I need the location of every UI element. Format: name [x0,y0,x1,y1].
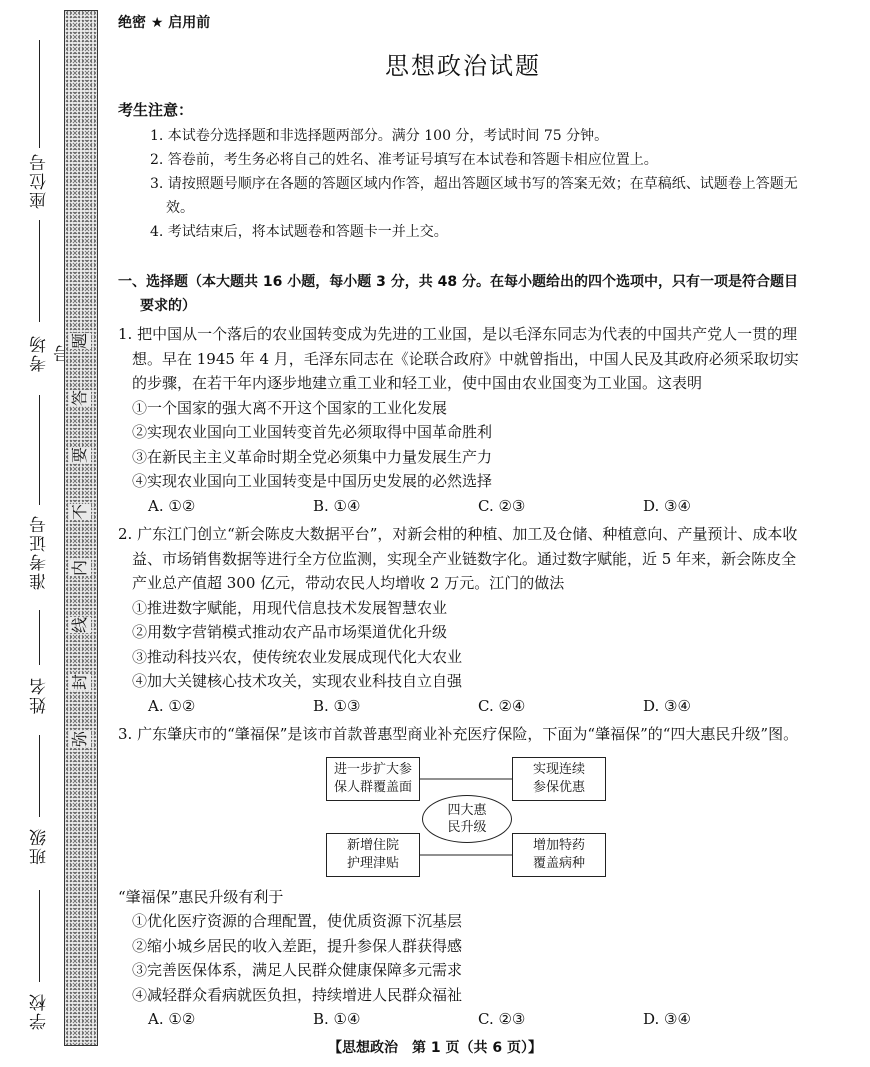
choice-b: B. ①③ [313,696,361,715]
notice-item: 4. 考试结束后，将本试题卷和答题卡一并上交。 [150,224,448,240]
page-footer: 【思想政治 第 1 页（共 6 页）】 [328,1040,542,1056]
choice-d: D. ③④ [643,696,691,715]
answer-choices [118,694,808,719]
seal-char: 答 [69,389,89,406]
notice-item: 3. 请按照题号顺序在各题的答题区域内作答，超出答题区域书写的答案无效；在草稿纸、试题卷上答题无效。 [150,176,798,216]
class-field: 班级 [22,735,58,875]
choice-c: C. ②③ [478,1010,526,1028]
choice-a: A. ①② [148,696,196,715]
diagram-box-bottom-right: 增加特药 覆盖病种 [512,833,606,877]
seal-char: 题 [69,332,89,350]
diagram-box-top-right: 实现连续 参保优惠 [512,757,606,801]
statement-option: ③推动科技兴农，使传统农业发展成现代化大农业 [132,647,463,666]
seal-char: 要 [69,446,89,463]
statement-option: ①一个国家的强大离不开这个国家的工业化发展 [132,398,448,417]
diagram-center-ellipse: 四大惠 民升级 [422,795,512,843]
choice-c: C. ②③ [478,496,526,515]
question-stem: 2. 广东江门创立“新会陈皮大数据平台”，对新会柑的种植、加工及仓储、种植意向、产量预计、成本收益、市场销售数据等进行全方位监测，实现全产业链数字化。通过数字赋能，近 5 年来，新会陈皮全产业总产值超 300 亿元，带动农民人均增收 2 万元。江门的做法 [118,525,798,592]
notice-heading: 考生注意： [118,101,194,119]
admission-number-field: 准考证号 [22,395,58,595]
binding-margin [0,0,62,1067]
statement-option: ②用数字营销模式推动农产品市场渠道优化升级 [132,623,448,641]
choice-b: B. ①④ [313,1010,361,1028]
diagram-box-top-left: 进一步扩大参 保人群覆盖面 [326,757,420,801]
seal-char: 线 [69,617,89,634]
exam-room-field: 考场 [22,220,58,380]
statement-option: ②缩小城乡居民的收入差距，提升参保人群获得感 [132,936,463,955]
choice-c: C. ②④ [478,696,526,715]
seal-line-text [68,330,92,750]
diagram-box-bottom-left: 新增住院 护理津贴 [326,833,420,877]
answer-choices [118,1007,808,1032]
exam-page [118,10,808,1034]
school-field: 学校 [22,890,58,1040]
choice-a: A. ①② [148,496,196,515]
notice-list [118,124,808,244]
statement-option: ②实现农业国向工业国转变首先必须取得中国革命胜利 [132,423,493,441]
statement-option: ④加大关键核心技术攻关，实现农业科技自立自强 [132,672,463,690]
statement-option: ④实现农业国向工业国转变是中国历史发展的必然选择 [132,472,493,490]
choice-d: D. ③④ [643,1010,691,1028]
question-stem: 3. 广东肇庆市的“肇福保”是该市首款普惠型商业补充医疗保险，下面为“肇福保”的“四大惠民升级”图。 [118,725,799,743]
seal-char: 封 [69,674,89,691]
choice-d: D. ③④ [643,496,691,515]
statement-option: ④减轻群众看病就医负担，持续增进人民群众福祉 [132,985,463,1004]
name-field: 姓名 [22,610,58,720]
choice-a: A. ①② [148,1010,196,1028]
choice-b: B. ①④ [313,496,361,515]
question-3 [118,722,808,1032]
section-heading: 一、选择题（本大题共 16 小题，每小题 3 分，共 48 分。在每小题给出的四个选项中，只有一项是符合题目要求的） [118,274,798,314]
statement-option: ③完善医保体系，满足人民群众健康保障多元需求 [132,961,463,979]
notice-item: 1. 本试卷分选择题和非选择题两部分。满分 100 分，考试时间 75 分钟。 [150,128,609,144]
benefit-upgrade-diagram [326,757,606,877]
question-1 [118,322,808,518]
answer-choices [118,494,808,519]
confidential-mark: 绝密 ★ 启用前 [118,15,211,31]
seal-char: 内 [69,560,89,577]
question-stem: 1. 把中国从一个落后的农业国转变成为先进的工业国，是以毛泽东同志为代表的中国共产党人一贯的理想。早在 1945 年 4 月，毛泽东同志在《论联合政府》中就曾指出，中国人民及其政府必须采取切实的步骤，在若干年内逐步地建立重工业和轻工业，使中国由农业国变为工业国。这表明 [118,325,799,392]
seat-number-field: 座位号 [22,40,58,210]
question-lead: “肇福保”惠民升级有利于 [118,887,284,906]
statement-option: ③在新民主主义革命时期全党必须集中力量发展生产力 [132,447,493,466]
statement-option: ①优化医疗资源的合理配置，使优质资源下沉基层 [132,912,463,930]
seal-char: 不 [69,503,89,520]
seal-char: 弥 [69,730,89,747]
page-title: 思想政治试题 [385,52,541,80]
notice-item: 2. 答卷前，考生务必将自己的姓名、准考证号填写在本试卷和答题卡相应位置上。 [150,152,658,168]
question-2 [118,522,808,718]
statement-option: ①推进数字赋能，用现代信息技术发展智慧农业 [132,598,448,617]
